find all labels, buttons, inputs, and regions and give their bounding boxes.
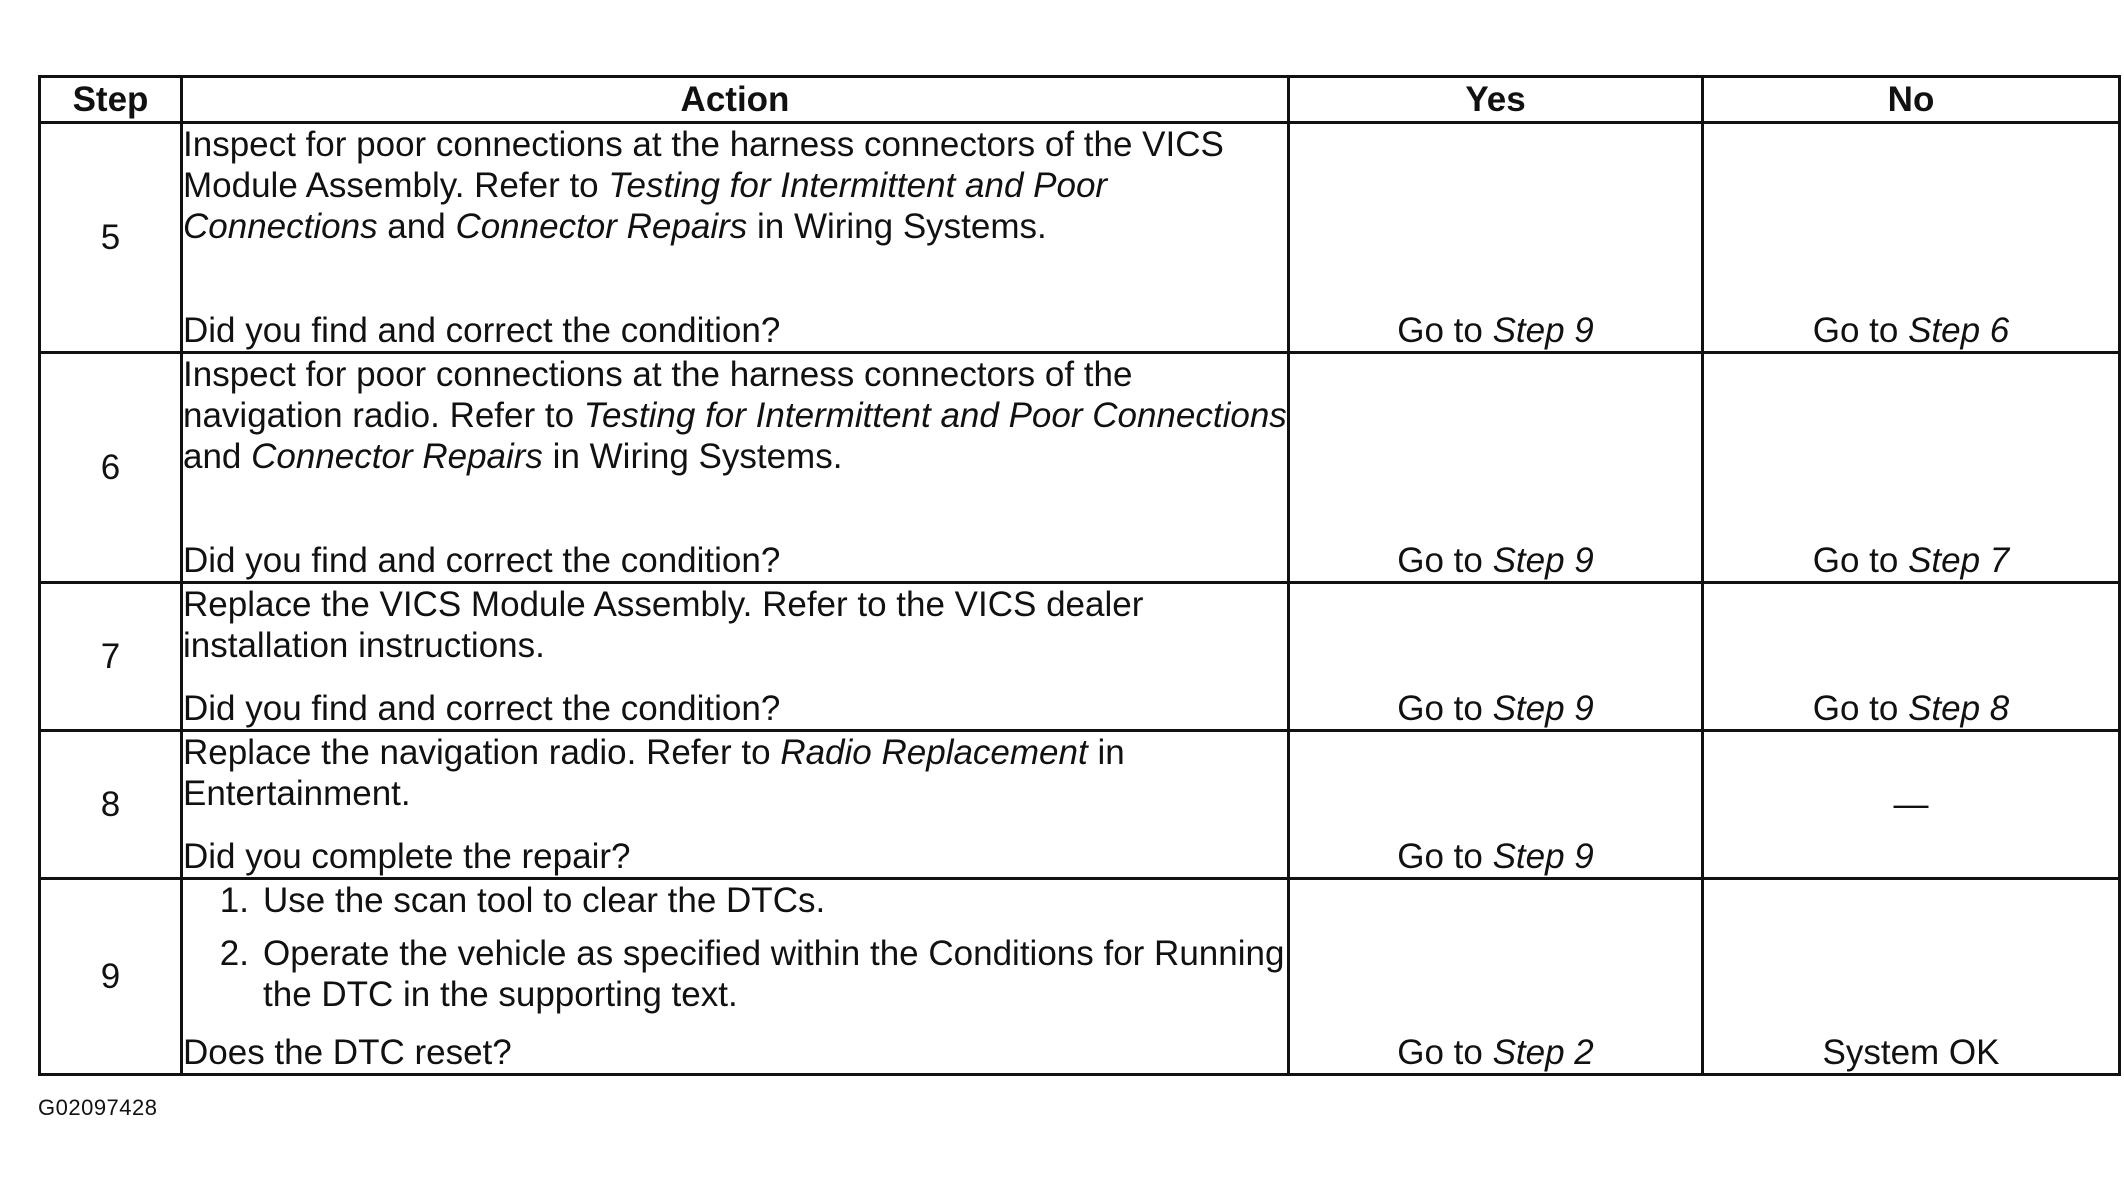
no-cell: [1703, 583, 2120, 731]
no-cell: —: [1703, 731, 2120, 879]
action-question: Did you find and correct the condition?: [183, 541, 781, 580]
no-prefix: Go to: [1812, 689, 1909, 728]
yes-cell: [1289, 879, 1703, 1075]
table-row: [40, 123, 2120, 353]
no-cell: [1703, 123, 2120, 353]
list-item: [183, 933, 1287, 1015]
yes-cell: [1289, 583, 1703, 731]
table-row: [40, 731, 2120, 879]
no-step-link[interactable]: Step 8: [1908, 689, 2010, 728]
header-action: Action: [182, 77, 1289, 123]
yes-step-link[interactable]: Step 9: [1492, 311, 1594, 350]
yes-step-link[interactable]: Step 9: [1492, 689, 1594, 728]
yes-step-link[interactable]: Step 9: [1492, 541, 1594, 580]
yes-cell: [1289, 731, 1703, 879]
no-step-link[interactable]: Step 7: [1908, 541, 2010, 580]
action-cell: [182, 731, 1289, 879]
yes-prefix: Go to: [1397, 1033, 1493, 1072]
no-prefix: Go to: [1812, 541, 1909, 580]
yes-step-link[interactable]: Step 9: [1492, 837, 1594, 876]
yes-prefix: Go to: [1397, 689, 1493, 728]
action-text: Inspect for poor connections at the harness connectors of the VICS Module Assembly. Refer to Testing for Intermittent and Poor Connections and Connector Repairs in Wiring Systems.: [183, 125, 1224, 246]
table-row: [40, 353, 2120, 583]
action-question: Does the DTC reset?: [183, 1033, 512, 1072]
yes-cell: [1289, 123, 1703, 353]
action-question: Did you find and correct the condition?: [183, 689, 781, 728]
no-cell: System OK: [1703, 879, 2120, 1075]
list-item: [183, 880, 1287, 921]
table-row: [40, 583, 2120, 731]
diagnostic-table: [38, 75, 2121, 1076]
no-prefix: Go to: [1812, 311, 1909, 350]
action-cell: [182, 879, 1289, 1075]
no-step-link[interactable]: Step 6: [1908, 311, 2010, 350]
action-question: Did you complete the repair?: [183, 837, 631, 876]
action-cell: [182, 583, 1289, 731]
header-no: No: [1703, 77, 2120, 123]
action-cell: [182, 123, 1289, 353]
action-text: Replace the navigation radio. Refer to Radio Replacement in Entertainment.: [183, 733, 1125, 813]
header-step: Step: [40, 77, 182, 123]
yes-step-link[interactable]: Step 2: [1492, 1033, 1594, 1072]
action-question: Did you find and correct the condition?: [183, 311, 781, 350]
procedure-list: [183, 880, 1287, 1027]
figure-id: G02097428: [38, 1095, 158, 1120]
list-number: 2.: [219, 934, 249, 973]
list-text: Use the scan tool to clear the DTCs.: [263, 881, 826, 920]
header-row: [40, 77, 2120, 123]
yes-prefix: Go to: [1397, 837, 1493, 876]
step-number: 8: [40, 731, 182, 879]
table-row: [40, 879, 2120, 1075]
list-text: Operate the vehicle as specified within the Conditions for Running the DTC in the supporting text.: [263, 934, 1285, 1014]
action-text: Replace the VICS Module Assembly. Refer to the VICS dealer installation instructions.: [183, 585, 1144, 665]
step-number: 6: [40, 353, 182, 583]
action-text: Inspect for poor connections at the harness connectors of the navigation radio. Refer to Testing for Intermittent and Poor Connections and Connector Repairs in Wiring Systems.: [183, 355, 1287, 476]
step-number: 9: [40, 879, 182, 1075]
yes-cell: [1289, 353, 1703, 583]
step-number: 7: [40, 583, 182, 731]
yes-prefix: Go to: [1397, 541, 1493, 580]
step-number: 5: [40, 123, 182, 353]
header-yes: Yes: [1289, 77, 1703, 123]
no-cell: [1703, 353, 2120, 583]
yes-prefix: Go to: [1397, 311, 1493, 350]
list-number: 1.: [219, 881, 249, 920]
action-cell: [182, 353, 1289, 583]
